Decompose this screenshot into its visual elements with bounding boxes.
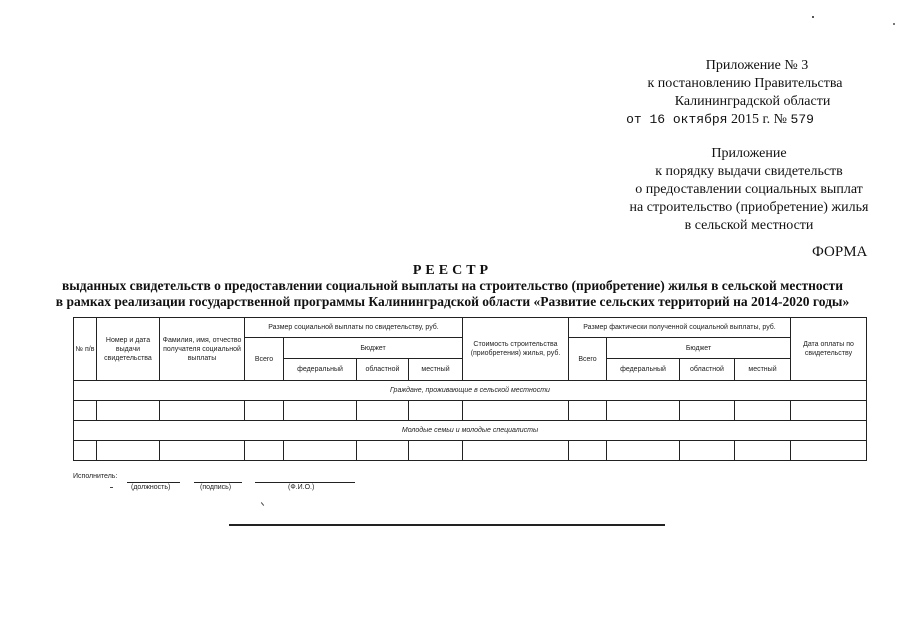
register-heading: РЕЕСТР [412,263,493,278]
header-local: местный [409,359,463,381]
fio-caption: (Ф.И.О.) [288,484,315,491]
section-rural-citizens: Граждане, проживающие в сельской местности [74,381,867,401]
header-federal: федеральный [284,359,357,381]
appendix2-line-2: к порядку выдачи свидетельств [655,164,843,179]
position-line [127,482,180,483]
order-line [550,111,890,129]
header-total: Всего [245,338,284,381]
fio-line [255,482,355,483]
order-number: 579 [790,112,814,127]
header-total-actual: Всего [569,338,607,381]
appendix-block [560,57,900,129]
scan-mark [893,23,895,25]
signature-caption: (подпись) [200,484,232,491]
appendix2-block [562,145,902,235]
order-date: от 16 октября [626,112,728,127]
appendix-line-2: к постановлению Правительства [647,76,843,91]
order-year: 2015 г. № [730,112,788,127]
header-num: № п/в [74,318,97,381]
header-certificate: Номер и дата выдачи свидетельства [97,318,160,381]
signature-line [194,482,242,483]
header-actual-payment: Размер фактически полученной социальной выплаты, руб. [569,318,791,338]
register-table [73,317,867,461]
header-cost: Стоимость строительства (приобретения) жилья, руб. [463,318,569,381]
appendix-line-1: Приложение № 3 [705,58,809,73]
appendix2-line-4: на строительство (приобретение) жилья [629,200,869,215]
separator-line [229,524,665,526]
section-young-families: Молодые семьи и молодые специалисты [74,421,867,441]
scan-mark [261,502,264,506]
executor-label: Исполнитель: [73,473,118,480]
header-budget-actual: Бюджет [607,338,791,359]
header-recipient: Фамилия, имя, отчество получателя социальной выплаты [160,318,245,381]
header-federal-actual: федеральный [607,359,680,381]
header-budget: Бюджет [284,338,463,359]
appendix2-line-1: Приложение [711,146,787,161]
header-regional-actual: областной [680,359,735,381]
appendix2-line-5: в сельской местности [684,218,814,233]
appendix-line-3: Калининградской области [674,94,831,109]
register-subtitle-1: выданных свидетельств о предоставлении социальной выплаты на строительство (приобретение) жилья в сельской местности [61,278,844,293]
table-row [74,401,867,421]
register-subtitle-2: в рамках реализации государственной программы Калининградской области «Развитие сельских территорий на 2014-2020 годы» [55,294,850,309]
position-caption: (должность) [131,484,171,491]
header-local-actual: местный [735,359,791,381]
header-payment-size: Размер социальной выплаты по свидетельству, руб. [245,318,463,338]
appendix2-line-3: о предоставлении социальных выплат [635,182,863,197]
header-regional: областной [357,359,409,381]
dash-mark [110,487,113,488]
table-row [74,441,867,461]
scan-mark [812,16,814,18]
header-payment-date: Дата оплаты по свидетельству [791,318,867,381]
forma-label: ФОРМА [812,244,868,260]
